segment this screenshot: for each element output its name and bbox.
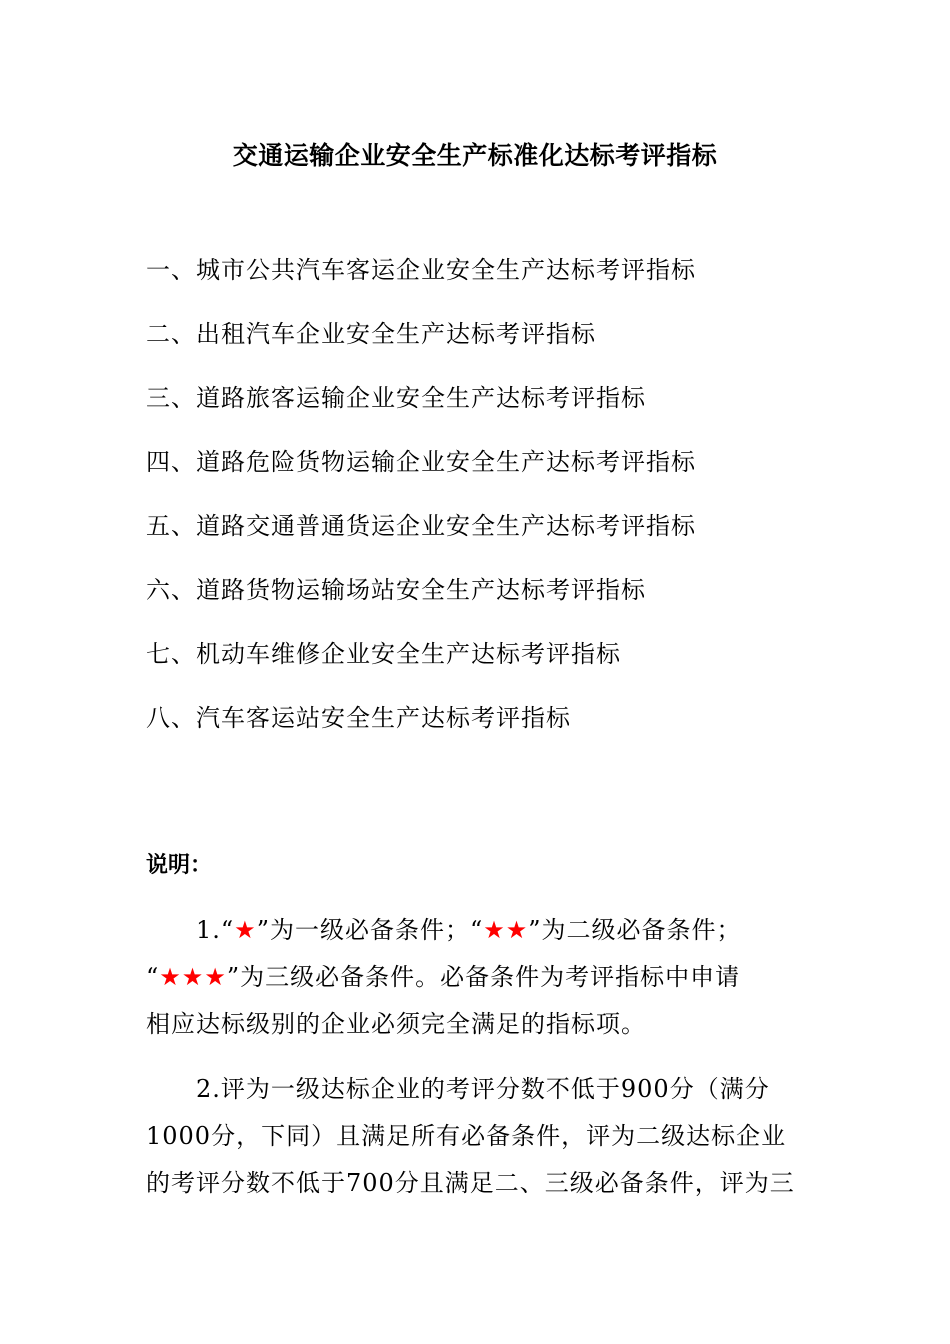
index-item-7: 七、机动车维修企业安全生产达标考评指标 — [146, 640, 621, 668]
note-1-line-3: 相应达标级别的企业必须完全满足的指标项。 — [146, 1010, 646, 1038]
note-1-mid-2: ”为二级必备条件； — [528, 916, 742, 944]
index-item-2: 二、出租汽车企业安全生产达标考评指标 — [146, 320, 596, 348]
note-2 — [146, 1066, 818, 1207]
note-1-open-3: “ — [146, 963, 160, 991]
note-1-line-1 — [146, 907, 818, 954]
note-2-line-1: 2.评为一级达标企业的考评分数不低于900分（满分 — [196, 1075, 770, 1103]
index-list — [146, 252, 846, 764]
note-1-line-2 — [146, 954, 818, 1001]
note-1-mid-3: ”为三级必备条件。必备条件为考评指标中申请 — [226, 963, 741, 991]
note-1-mid-1: ”为一级必备条件；“ — [256, 916, 484, 944]
index-item-4: 四、道路危险货物运输企业安全生产达标考评指标 — [146, 448, 696, 476]
index-item-8: 八、汽车客运站安全生产达标考评指标 — [146, 704, 571, 732]
index-item-3: 三、道路旅客运输企业安全生产达标考评指标 — [146, 384, 646, 412]
document-title: 交通运输企业安全生产标准化达标考评指标 — [232, 141, 718, 170]
note-2-line-2: 1000分，下同）且满足所有必备条件，评为二级达标企业 — [146, 1122, 787, 1150]
note-2-line-3: 的考评分数不低于700分且满足二、三级必备条件，评为三 — [146, 1169, 795, 1197]
index-item-6: 六、道路货物运输场站安全生产达标考评指标 — [146, 576, 646, 604]
index-item-5: 五、道路交通普通货运企业安全生产达标考评指标 — [146, 512, 696, 540]
three-star-icon: ★★★ — [159, 963, 227, 991]
one-star-icon: ★ — [234, 916, 257, 944]
note-1 — [146, 907, 818, 1048]
index-item-1: 一、城市公共汽车客运企业安全生产达标考评指标 — [146, 256, 696, 284]
note-1-prefix: 1.“ — [196, 916, 235, 944]
two-star-icon: ★★ — [483, 916, 529, 944]
notes-heading: 说明： — [146, 853, 213, 878]
